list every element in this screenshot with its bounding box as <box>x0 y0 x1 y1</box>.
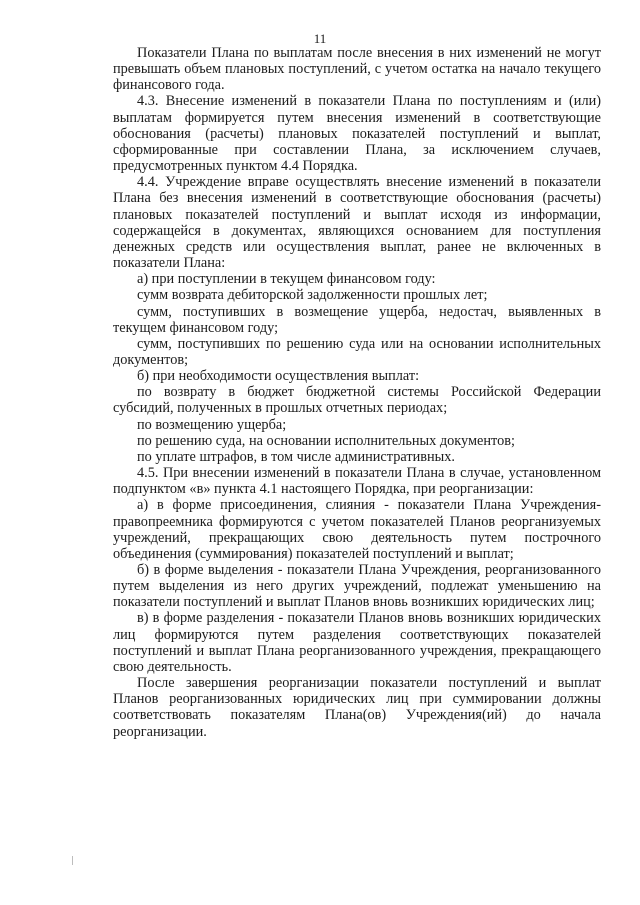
list-item-fines: по уплате штрафов, в том числе административных. <box>137 448 455 465</box>
page-number: 11 <box>313 31 327 46</box>
list-item-court-payments: по решению суда, на основании исполнительных документов; <box>137 432 515 449</box>
list-item-spin-off: б) в форме выделения - показатели Плана Учреждения, реорганизованного путем выделения из него других учреждений, подлежат уменьшению на показатели поступлений и выплат Планов вновь возникших юридических лиц; <box>113 562 601 611</box>
paragraph-4-5: 4.5. При внесении изменений в показатели Плана в случае, установленном подпунктом «в» пункта 4.1 настоящего Порядка, при реорганизации: <box>113 465 601 498</box>
list-item-court-receipts: сумм, поступивших по решению суда или на основании исполнительных документов; <box>113 335 601 368</box>
list-item-merger: а) в форме присоединения, слияния - показатели Плана Учреждения-правопреемника формируются с учетом показателей Планов реорганизуемых учреждений, прекращающих свою деятельность путем построчного объединения (суммирования) показателей поступлений и выплат; <box>113 497 601 562</box>
list-item-receipts-heading: а) при поступлении в текущем финансовом году: <box>137 271 436 288</box>
paragraph-after-reorganization: После завершения реорганизации показатели поступлений и выплат Планов реорганизованных юридических лиц при суммировании должны соответствовать показателям Плана(ов) Учреждения(ий) до начала реорганизации. <box>113 675 601 740</box>
paragraph-4-3: 4.3. Внесение изменений в показатели Плана по поступлениям и (или) выплатам формируется путем внесения изменений в соответствующие обоснования (расчеты) плановых показателей поступлений и выплат, сформированные при составлении Плана, за исключением случаев, предусмотренных пунктом 4.4 Порядка. <box>113 93 601 175</box>
scan-margin-mark <box>72 856 73 865</box>
list-item-receivables: сумм возврата дебиторской задолженности прошлых лет; <box>137 287 488 304</box>
document-body <box>113 45 601 740</box>
paragraph-plan-limits: Показатели Плана по выплатам после внесения в них изменений не могут превышать объем плановых поступлений, с учетом остатка на начало текущего финансового года. <box>113 45 601 94</box>
list-item-subsidy-return: по возврату в бюджет бюджетной системы Российской Федерации субсидий, полученных в прошлых отчетных периодах; <box>113 384 601 417</box>
list-item-damage-compensation: по возмещению ущерба; <box>137 416 287 433</box>
list-item-division: в) в форме разделения - показатели Планов вновь возникших юридических лиц формируются путем разделения соответствующих показателей поступлений и выплат Плана реорганизованного учреждения, прекращающего свою деятельность. <box>113 610 601 675</box>
list-item-damages: сумм, поступивших в возмещение ущерба, недостач, выявленных в текущем финансовом году; <box>113 303 601 336</box>
list-item-payments-heading: б) при необходимости осуществления выплат: <box>137 368 420 385</box>
paragraph-4-4: 4.4. Учреждение вправе осуществлять внесение изменений в показатели Плана без внесения изменений в соответствующие обоснования (расчеты) плановых показателей поступлений и выплат исходя из информации, содержащейся в документах, являющихся основанием для поступления денежных средств или осуществления выплат, ранее не включенных в показатели Плана: <box>113 174 601 272</box>
